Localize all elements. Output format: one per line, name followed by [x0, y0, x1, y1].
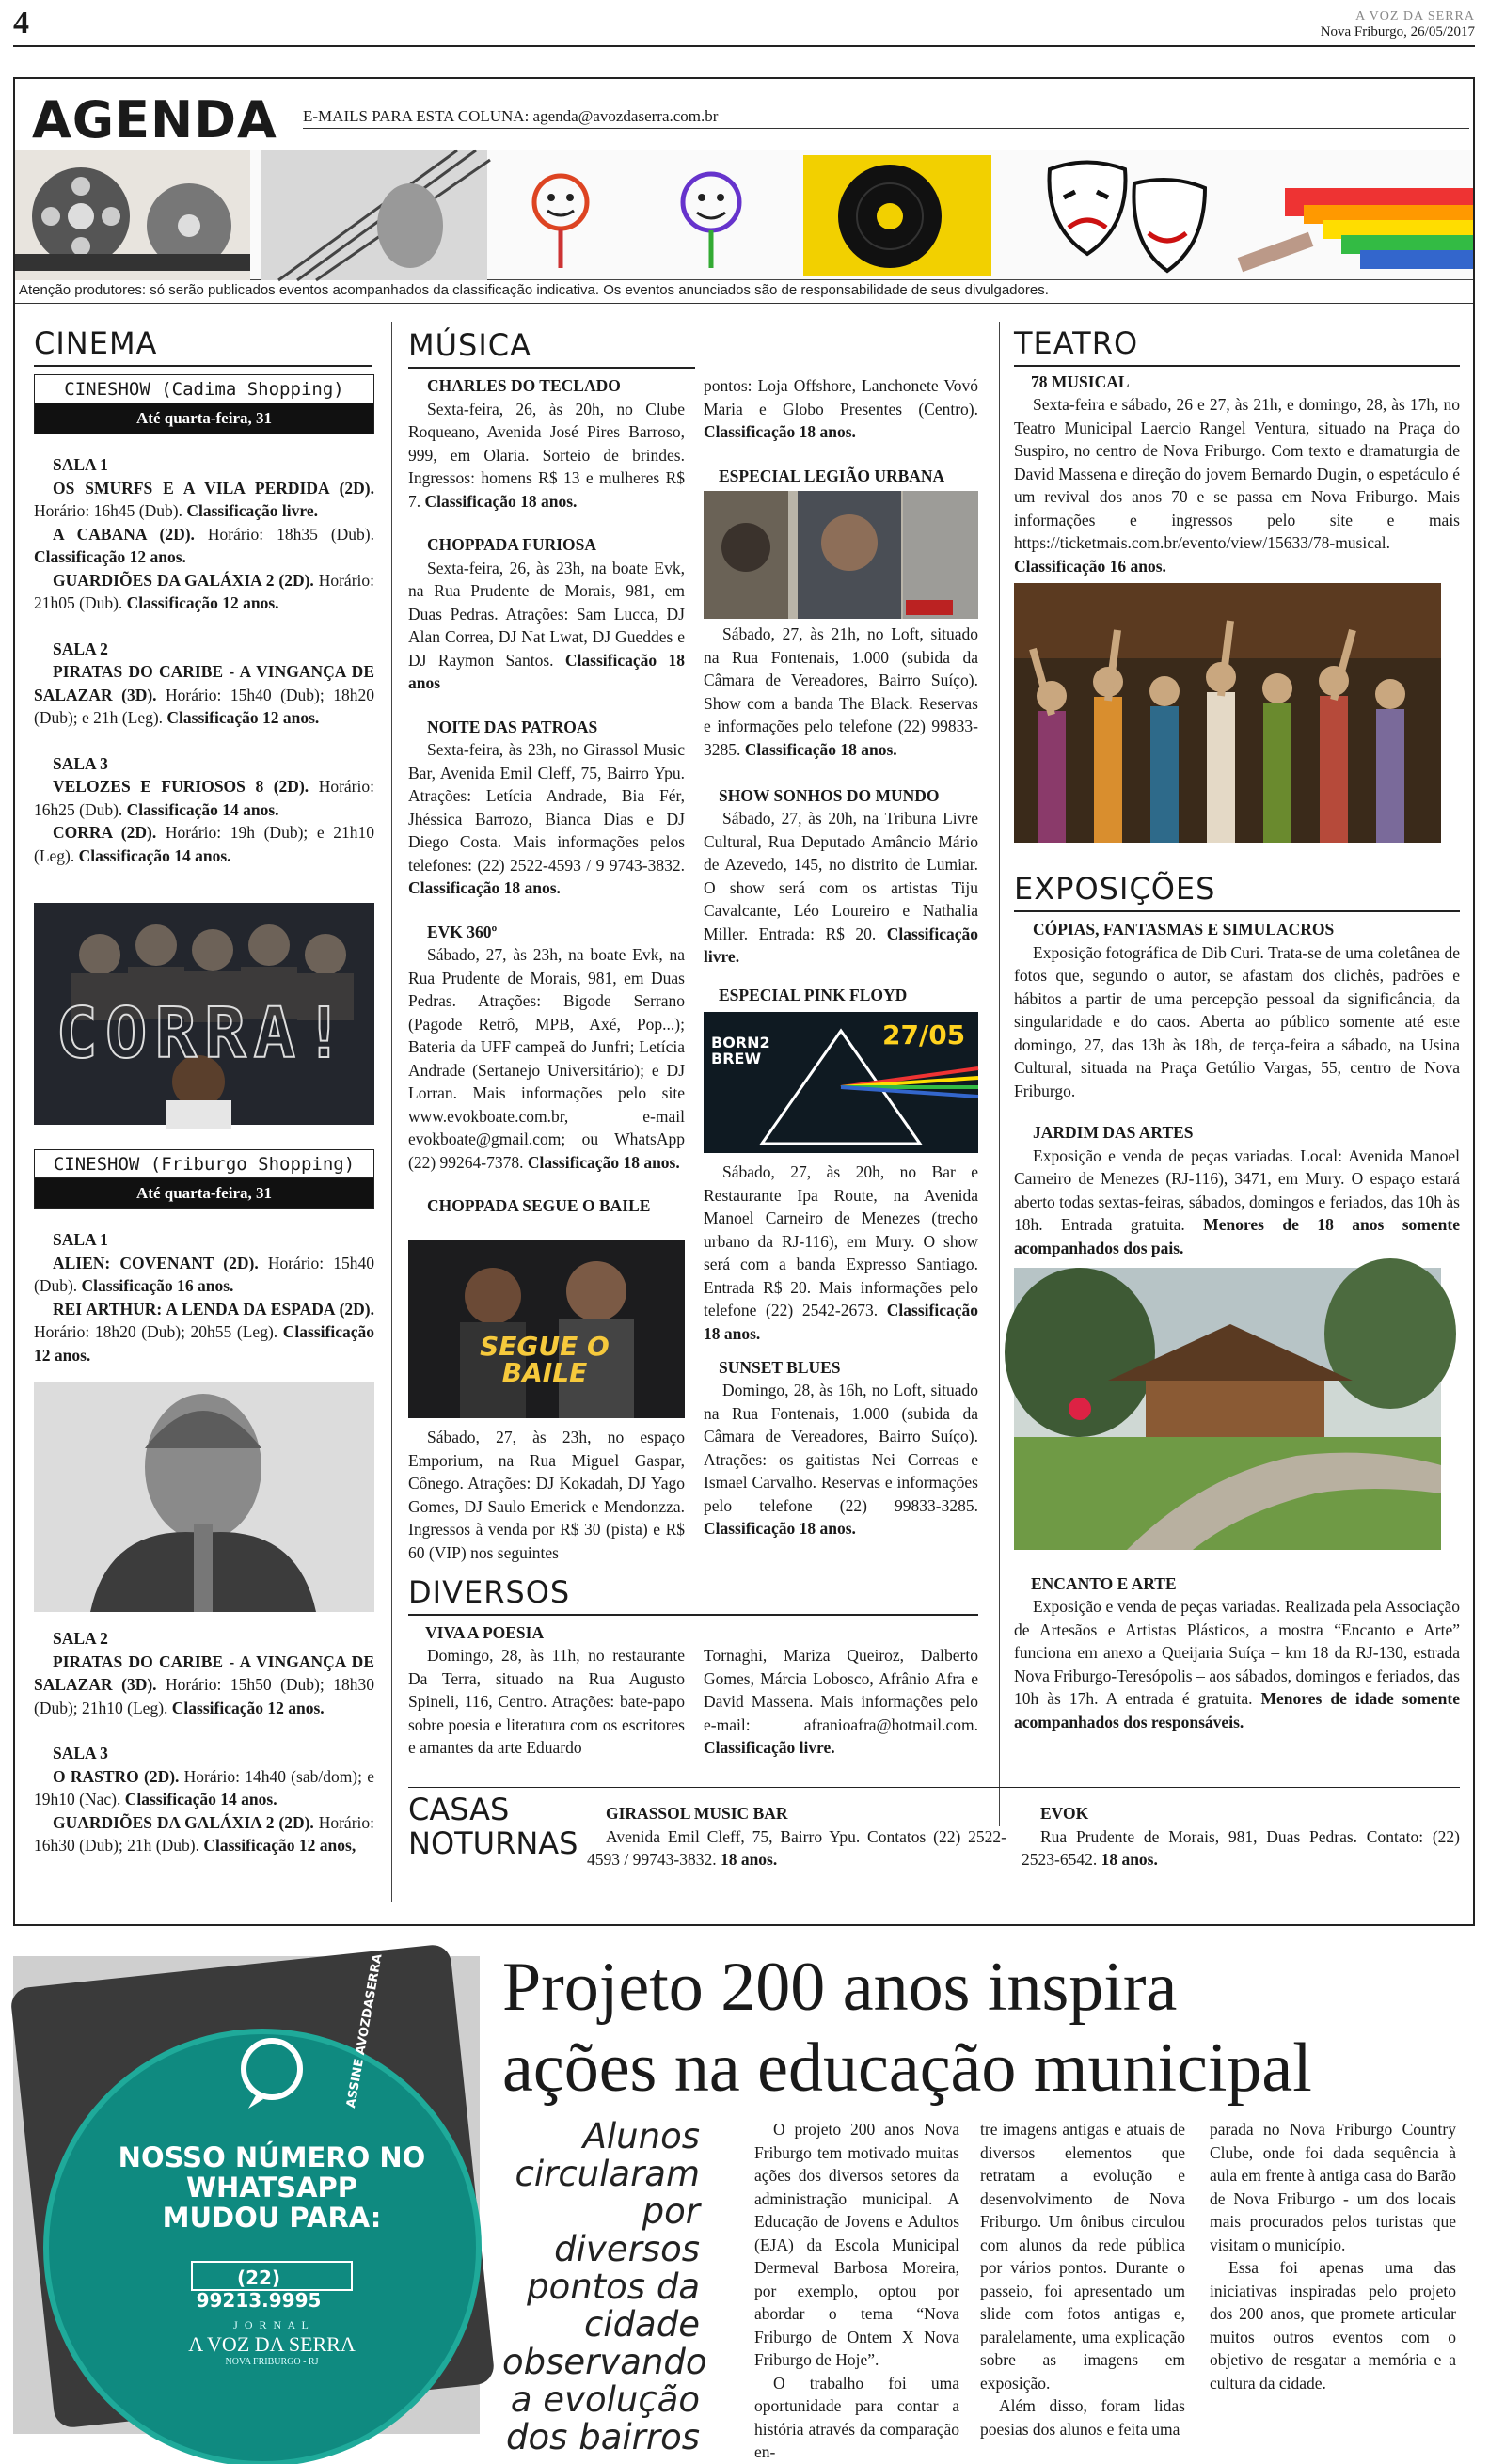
listing-detail: Horário: 18h20 (Dub); 20h55 (Leg). — [34, 1322, 283, 1341]
listing-rating: Classificação livre. — [186, 501, 318, 520]
event-text — [408, 398, 685, 513]
sala-label: SALA 1 — [53, 455, 108, 474]
evok-title: EVOK — [1040, 1804, 1089, 1823]
expo-title: CÓPIAS, FANTASMAS E SIMULACROS — [1033, 920, 1335, 939]
venue-name: CINESHOW (Friburgo Shopping) — [35, 1150, 373, 1178]
paint-splash-icon — [1238, 188, 1473, 272]
venue-name: CINESHOW (Cadima Shopping) — [35, 375, 373, 403]
listing-entry — [34, 660, 374, 730]
listing-detail: Horário: 18h35 (Dub). — [194, 524, 374, 544]
expo-title: JARDIM DAS ARTES — [1033, 1123, 1194, 1142]
listing-detail: Horário: 16h25 (Dub). — [34, 777, 374, 819]
event-detail: Sexta-feira, 26, às 20h, no Clube Roqueano, Avenida José Pires Barroso, 999, em Olaria. Sorteio de brindes. Ingressos: homens R$ 13 e mulheres R$ 7. — [408, 399, 685, 511]
page-number: 4 — [13, 6, 29, 40]
evok-text: Rua Prudente de Morais, 981, Duas Pedras. Contato: (22) 2523-6542. 18 anos. — [1022, 1826, 1460, 1869]
expo-detail: Exposição e venda de peças variadas. Local: Avenida Manoel Carneiro de Menezes (RJ-116), 3471, em Mury. O espaço estará aberto todas sextas-feiras, sábados, domingos e feriados, das 10h às 18h. Entrada gratuita. — [1014, 1145, 1460, 1234]
diversos-text-1: Domingo, 28, às 11h, no restaurante Da Terra, situado na Rua Augusto Spineli, 116, Centro. Atrações: bate-papo sobre poesia e literatura com os escritores e amantes da arte Eduardo — [408, 1646, 685, 1757]
event-rating: Classificação 18 anos. — [527, 1152, 680, 1172]
ad-headline — [107, 2142, 436, 2233]
listing-detail: Horário: 15h50 (Dub); 18h30 (Dub); 21h10 (Leg). — [34, 1675, 374, 1717]
divider — [34, 365, 372, 367]
listing-title: REI ARTHUR: A LENDA DA ESPADA (2D). — [53, 1299, 374, 1319]
ad-line: MUDOU PARA: — [162, 2202, 382, 2234]
cinema-listing-2 — [34, 1228, 374, 1366]
poster-date: 27/05 — [882, 1019, 966, 1050]
cinema-heading: CINEMA — [34, 325, 158, 361]
venue-until: Até quarta-feira, 31 — [35, 403, 373, 434]
sala-label: SALA 2 — [53, 639, 108, 658]
event-detail: Sábado, 27, às 23h, na boate Evk, na Rua Prudente de Morais, 981, em Duas Pedras. Atrações: Bigode Serrano (Pagode Retrô, MPB, Axé, Pop...); Bateria da UFF campeã do Junfri; Letícia Andrade (Sertanejo Universitário); e DJ Lorran. Mais informações pelo site www.evokboate.com.br, e-mail evokboate@gmail.com; ou WhatsApp (22) 99264-7378. — [408, 945, 685, 1172]
pink-floyd-poster — [704, 1012, 978, 1153]
venue-until: Até quarta-feira, 31 — [35, 1178, 373, 1208]
whatsapp-ad — [13, 1952, 480, 2434]
listing-title: GUARDIÕES DA GALÁXIA 2 (2D). — [53, 1812, 314, 1832]
article-paragraph: tre imagens antigas e atuais de diversos elementos que retratam a evolução e desenvolvimento de Nova Friburgo. Um ônibus circulou com alunos da rede pública por vários pontos. Durante o passeio, foi apresentado um slide com fotos antigas e, paralelamente, uma explicação sobre as imagens em exposição. — [980, 2120, 1185, 2393]
listing-rating: Classificação 14 anos. — [78, 845, 231, 865]
listing-rating: Classificação 12 anos. — [126, 593, 279, 612]
article-title-line: ações na educação municipal — [502, 2030, 1312, 2107]
expo-note: Menores de 18 anos somente acompanhados dos pais. — [1014, 1215, 1460, 1257]
cinema-venue-1 — [34, 374, 374, 434]
turntable-icon — [803, 155, 991, 276]
poster-brand: BORN2 BREW — [711, 1034, 770, 1067]
musica-col2-top: pontos: Loja Offshore, Lanchonete Vovó Maria e Globo Presentes (Centro). Classificação 18 anos. — [704, 376, 978, 441]
event-text — [408, 557, 685, 695]
dateline: Nova Friburgo, 26/05/2017 — [1320, 24, 1475, 39]
casas-heading — [408, 1793, 578, 1860]
listing-entry — [34, 1252, 374, 1298]
sonhos-text: Sábado, 27, às 20h, na Tribuna Livre Cultural, Rua Deputado Amâncio Mário de Azevedo, 145, no distrito de Lumiar. O show será com os artistas Tiju Cavalcante, Léo Loureiro e Nathalia Miller. Entrada: R$ 20. Classificação livre. — [704, 809, 978, 966]
listing-entry — [34, 775, 374, 821]
divider — [408, 367, 695, 369]
evok-entry — [1022, 1802, 1460, 1872]
expo-text — [1014, 941, 1460, 1103]
theater-masks-icon — [1050, 163, 1206, 272]
cinema-venue-2 — [34, 1149, 374, 1209]
article-pullquote: Alunos circularam por diversos pontos da cidade observando a evolução dos bairros — [502, 2116, 707, 2457]
girassol-title: GIRASSOL MUSIC BAR — [606, 1804, 788, 1823]
diversos-heading: DIVERSOS — [408, 1574, 571, 1610]
sala-label: SALA 2 — [53, 1629, 108, 1648]
sala-label: SALA 1 — [53, 1230, 108, 1249]
pink-text: Sábado, 27, às 20h, no Bar e Restaurante Ipa Route, na Avenida Manoel Carneiro de Menezes (trecho urbano da RJ-116), em Mury. O show será com a banda Expresso Santiago. Entrada R$ 20. Mais informações pelo telefone (22) 2542-2673. Classificação 18 anos. — [704, 1162, 978, 1343]
divider — [1014, 910, 1460, 912]
listing-rating: Classificação 12 anos, — [203, 1836, 356, 1855]
listing-entry — [34, 1811, 374, 1857]
event-title: CHOPPADA SEGUE O BAILE — [427, 1196, 651, 1215]
legiao-title: ESPECIAL LEGIÃO URBANA — [719, 466, 945, 485]
teatro-text: Sexta-feira e sábado, 26 e 27, às 21h, e domingo, 28, às 17h, no Teatro Municipal Laercio Rangel Ventura, situado na Praça do Suspiro, no centro de Nova Friburgo. Com texto e dramaturgia de David Massena e direção do jovem Bernardo Dugin, o espetáculo é um revival dos anos 70 e se passa em Nova Friburgo. Mais informações e ingressos pelo site e mais https://ticketmais.com.br/evento/view/15633/78-musical. Classificação 16 anos. — [1014, 395, 1460, 576]
event-rating: Classificação 18 anos. — [424, 491, 578, 511]
sala-label: SALA 3 — [53, 753, 108, 773]
legiao-photo — [704, 491, 978, 619]
listing-entry — [34, 569, 374, 615]
cinema-listing-1 — [34, 453, 374, 867]
guitar-icon — [261, 150, 490, 280]
sonhos-title: SHOW SONHOS DO MUNDO — [719, 786, 940, 805]
article-paragraph: O projeto 200 anos Nova Friburgo tem motivado muitas ações dos diversos setores da administração municipal. A Educação de Jovens e Adultos (EJA) da Escola Municipal Dermeval Barbosa Moreira, por exemplo, optou por abordar o tema “Nova Friburgo de Ontem X Nova Friburgo de Hoje”. — [754, 2120, 959, 2369]
encanto-title: ENCANTO E ARTE — [1031, 1574, 1177, 1593]
corra-poster — [34, 903, 374, 1125]
listing-entry — [34, 821, 374, 867]
jardim-photo — [1014, 1268, 1441, 1550]
expo-detail: Exposição fotográfica de Dib Curi. Trata-se de uma coletânea de fotos que, segundo o autor, se afastam dos clichês, padrões e hábitos a partir de uma percepção pessoal da significância, da singularidade e do caos. Aberta ao público somente até este domingo, 27, das 13h às 18h, de terça-feira a sábado, na Usina Cultural, situada na Praça Getúlio Vargas, 55, centro de Nova Friburgo. — [1014, 942, 1460, 1100]
poster-title: CORRA! — [55, 993, 353, 1074]
listing-title: ALIEN: COVENANT (2D). — [53, 1253, 259, 1272]
girassol-entry — [587, 1802, 1006, 1872]
poster-title: SEGUE O BAILE — [480, 1331, 610, 1388]
film-reel-icon — [15, 150, 250, 280]
listing-detail: Horário: 15h40 (Dub); 18h20 (Dub); e 21h (Leg). — [34, 685, 374, 727]
listing-title: CORRA (2D). — [53, 823, 157, 842]
event-text — [408, 943, 685, 1174]
event-text — [408, 738, 685, 900]
listing-entry — [34, 1651, 374, 1720]
event-title: CHARLES DO TECLADO — [427, 376, 621, 395]
teatro-heading: TEATRO — [1014, 325, 1139, 361]
pink-title: ESPECIAL PINK FLOYD — [719, 986, 908, 1004]
diversos-title: VIVA A POESIA — [425, 1623, 545, 1642]
listing-title: PIRATAS DO CARIBE - A VINGANÇA DE SALAZAR (3D). — [34, 662, 374, 704]
article-paragraph: Além disso, foram lidas poesias dos alunos e feita uma — [980, 2396, 1185, 2439]
teatro-photo — [1014, 583, 1441, 843]
ad-jornal: J O R N A L — [233, 2318, 310, 2331]
exposicoes-list — [1014, 918, 1460, 1259]
article-title-line: Projeto 200 anos inspira — [502, 1949, 1178, 2026]
listing-detail: Horário: 14h40 (sab/dom); e 19h10 (Nac). — [34, 1766, 374, 1809]
legiao-text: Sábado, 27, às 21h, no Loft, situado na Rua Fontenais, 1.000 (subida da Câmara de Vereadores, Bairro Suíço). Show com a banda The Black. Reservas e informações pelo telefone (22) 99833-3285. Classificação 18 anos. — [704, 624, 978, 759]
listing-title: PIRATAS DO CARIBE - A VINGANÇA DE SALAZAR (3D). — [34, 1651, 374, 1694]
cinema-listing-3 — [34, 1627, 374, 1857]
listing-rating: Classificação 14 anos. — [124, 1790, 277, 1809]
kids-drawing-icon — [534, 174, 739, 268]
listing-rating: Classificação 16 anos. — [81, 1276, 234, 1295]
casas-heading-line: NOTURNAS — [408, 1825, 578, 1861]
listing-detail: Horário: 16h30 (Dub); 21h (Dub). — [34, 1812, 374, 1855]
event-rating: Classificação 18 anos — [408, 650, 685, 692]
listing-title: OS SMURFS E A VILA PERDIDA (2D). — [53, 478, 374, 498]
listing-rating: Classificação 12 anos. — [34, 1322, 374, 1365]
event-detail: Sexta-feira, às 23h, no Girassol Music Bar, Avenida Emil Cleff, 75, Bairro Ypu. Atrações: Letícia Andrade, Bia Fér, Jhéssica Barrozo, Bianca Dias e DJ Diego Costa. Mais informações pelos telefones: (22) 2522-4593 / 9 9743-3832. — [408, 740, 685, 875]
divider — [303, 128, 1469, 129]
masthead-brand: A VOZ DA SERRA — [1355, 9, 1475, 24]
expo-text — [1014, 1145, 1460, 1260]
choppada-poster — [408, 1240, 685, 1418]
agenda-email: E-MAILS PARA ESTA COLUNA: agenda@avozdaserra.com.br — [303, 107, 719, 125]
article-paragraph: parada no Nova Friburgo Country Clube, onde foi dada sequência à aula em frente à antiga casa do Barão de Nova Friburgo - um dos locais mais procurados pelos turistas que visitam o município. — [1210, 2120, 1456, 2254]
listing-entry — [34, 1298, 374, 1367]
listing-title: VELOZES E FURIOSOS 8 (2D). — [53, 777, 309, 796]
agenda-banner — [15, 150, 1473, 280]
agenda-notice: Atenção produtores: só serão publicados eventos acompanhados da classificação indicativa. Os eventos anunciados são de responsabilidade de seus divulgadores. — [19, 282, 1049, 298]
divider — [408, 1614, 978, 1616]
event-title: CHOPPADA FURIOSA — [427, 535, 597, 554]
girassol-text: Avenida Emil Cleff, 75, Bairro Ypu. Contatos (22) 2522-4593 / 99743-3832. 18 anos. — [587, 1826, 1006, 1869]
diversos-text-2: Tornaghi, Mariza Queiroz, Dalberto Gomes, Márcia Lobosco, Afrânio Afra e David Massena. Mais informações pelo e-mail: afranioafra@hotmail.com. Classificação livre. — [704, 1646, 978, 1757]
musica-column-1 — [408, 374, 685, 1218]
column-divider — [999, 322, 1000, 1826]
sunset-text: Domingo, 28, às 16h, no Loft, situado na Rua Fontenais, 1.000 (subida da Câmara de Vereadores, Bairro Suíço). Atrações: os gaitistas Nei Correas e Ismael Carvalho. Reservas e informações pelo telefone (22) 99833-3285. Classificação 18 anos. — [704, 1381, 978, 1538]
listing-rating: Classificação 14 anos. — [126, 799, 279, 819]
article-paragraph: Essa foi apenas uma das iniciativas inspiradas pelo projeto dos 200 anos, que promete articular muitos outros eventos com o objetivo de resgatar a memória e a cultura da cidade. — [1210, 2258, 1456, 2393]
divider — [15, 303, 1473, 304]
listing-title: GUARDIÕES DA GALÁXIA 2 (2D). — [53, 570, 314, 590]
musica-heading: MÚSICA — [408, 327, 532, 363]
rei-arthur-photo — [34, 1382, 374, 1612]
listing-detail: Horário: 19h (Dub); e 21h10 (Leg). — [34, 823, 374, 865]
event-title: EVK 360º — [427, 922, 498, 941]
ad-city: NOVA FRIBURGO - RJ — [225, 2357, 319, 2367]
listing-rating: Classificação 12 anos. — [166, 708, 320, 727]
agenda-title: AGENDA — [32, 90, 277, 150]
listing-detail: Horário: 16h45 (Dub). — [34, 501, 187, 520]
article-col-1 — [754, 2118, 959, 2464]
article-col-3 — [1210, 2118, 1456, 2394]
divider — [408, 1787, 1460, 1788]
choppada-text: Sábado, 27, às 23h, no espaço Emporium, na Rua Miguel Gaspar, Cônego. Atrações: DJ Kokadah, DJ Yago Gomes, DJ Saulo Emerick e Mendonzza. Ingressos à venda por R$ 30 (pista) e R$ 60 (VIP) nos seguintes — [408, 1428, 685, 1562]
event-rating: Classificação 18 anos. — [408, 878, 561, 897]
listing-title: O RASTRO (2D). — [53, 1766, 180, 1786]
teatro-title: 78 MUSICAL — [1031, 372, 1130, 391]
ad-phone: (22) 99213.9995 — [196, 2267, 322, 2312]
event-detail: Sexta-feira, 26, às 23h, na boate Evk, na Rua Prudente de Morais, 981, em Duas Pedras. Atrações: Sam Lucca, DJ Alan Correa, DJ Nat Lwat, DJ Gueddes e DJ Raymon Santos. — [408, 558, 685, 670]
column-divider — [391, 322, 392, 1902]
ad-brand: A VOZ DA SERRA — [188, 2332, 356, 2356]
listing-entry — [34, 477, 374, 523]
masthead — [1321, 9, 1475, 39]
sala-label: SALA 3 — [53, 1744, 108, 1762]
listing-entry — [34, 1765, 374, 1811]
ad-side-text: ASSINE AVOZDASERRA — [344, 1952, 386, 2109]
sunset-title: SUNSET BLUES — [719, 1358, 841, 1377]
article-title — [502, 1947, 1312, 2109]
listing-entry — [34, 523, 374, 569]
casas-heading-line: CASAS — [408, 1792, 510, 1827]
exposicoes-heading: EXPOSIÇÕES — [1014, 871, 1216, 907]
listing-title: A CABANA (2D). — [53, 524, 195, 544]
top-rule — [13, 45, 1475, 47]
listing-detail: Horário: 15h40 (Dub). — [34, 1253, 374, 1295]
article-col-2 — [980, 2118, 1185, 2440]
listing-detail: Horário: 21h05 (Dub). — [34, 570, 374, 612]
ad-line: NOSSO NÚMERO NO — [118, 2141, 426, 2173]
listing-rating: Classificação 12 anos. — [171, 1698, 325, 1717]
listing-rating: Classificação 12 anos. — [34, 547, 186, 566]
article-paragraph: O trabalho foi uma oportunidade para contar a história através da comparação en- — [754, 2373, 959, 2461]
ad-line: WHATSAPP — [185, 2172, 358, 2203]
event-title: NOITE DAS PATROAS — [427, 717, 598, 736]
encanto-text: Exposição e venda de peças variadas. Realizada pela Associação de Artesãos e Artistas Plásticos, a mostra “Encanto e Arte” funciona em anexo a Queijaria Suíça – km 18 da RJ-130, estrada Nova Friburgo-Teresópolis – aos sábados, domingos e feriados, das 10h às 17h. A entrada é gratuita. Menores de idade somente acompanhados dos responsáveis. — [1014, 1597, 1461, 1731]
divider — [1014, 365, 1460, 367]
